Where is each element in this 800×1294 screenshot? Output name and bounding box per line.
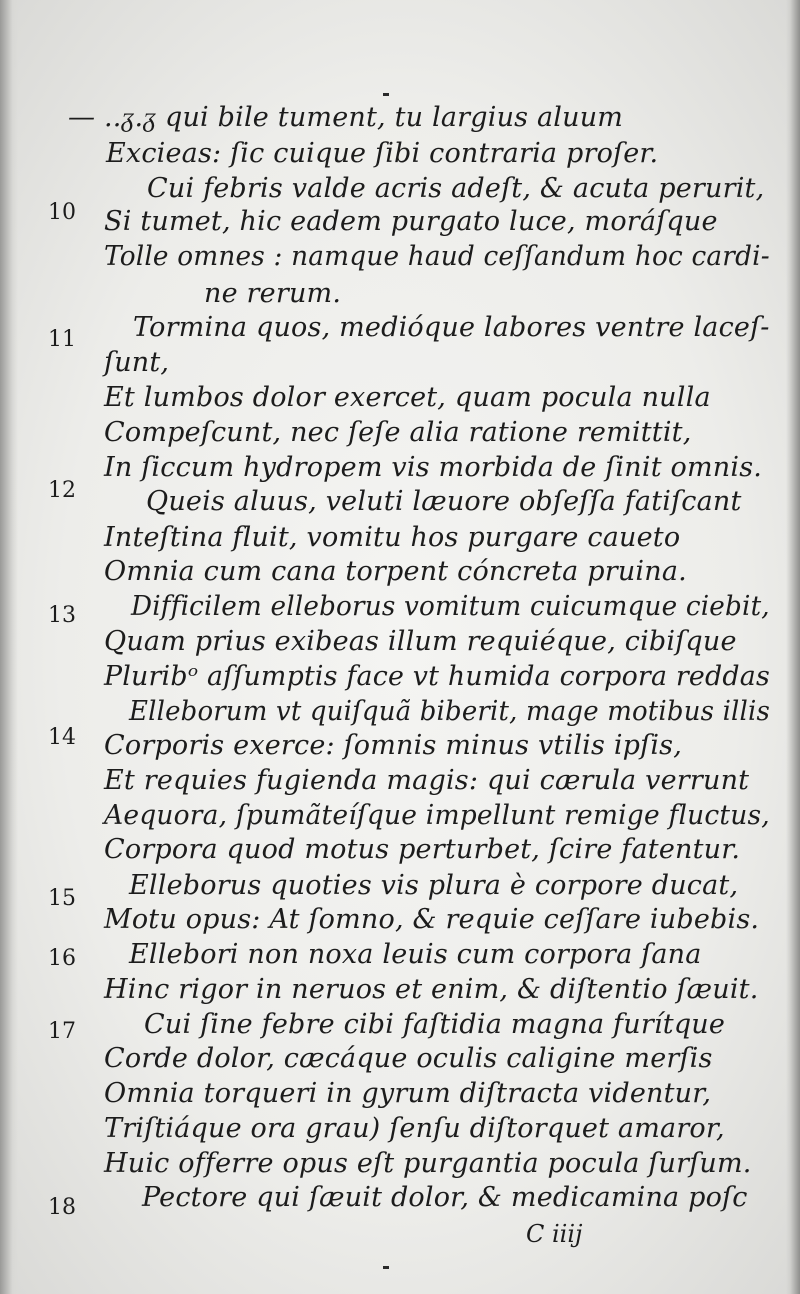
signature-mark: C iiij: [526, 1220, 583, 1248]
text-line: Queis aluus, veluti læuore obſeſſa fatiſcant: [146, 486, 742, 517]
text-line: Cui febris valde acris adeſt, & acuta perurit,: [147, 173, 765, 204]
text-line: ſunt,: [104, 347, 170, 378]
text-line: Compeſcunt, nec ſeſe alia ratione remittit,: [104, 417, 692, 448]
aphorism-number: 14: [48, 725, 76, 750]
aphorism-number: 17: [48, 1019, 76, 1044]
text-line: Motu opus: At ſomno, & requie ceſſare iubebis.: [104, 904, 760, 935]
text-line: Triſtiáque ora grau) ſenſu diſtorquet amaror,: [104, 1113, 725, 1144]
text-line: Corporis exerce: ſomnis minus vtilis ipſis,: [104, 730, 683, 761]
text-line: In ſiccum hydropem vis morbida de ſinit omnis.: [104, 452, 763, 483]
text-line: Et requies fugienda magis: qui cærula verrunt: [104, 765, 750, 796]
text-line: Hinc rigor in neruos et enim, & diſtentio ſæuit.: [104, 974, 759, 1005]
aphorism-number: 10: [48, 200, 76, 225]
text-line: ne rerum.: [204, 278, 342, 309]
text-line: Inteſtina fluit, vomitu hos purgare caueto: [104, 522, 681, 553]
page-left-shadow: [0, 0, 18, 1294]
text-line: Huic offerre opus eſt purgantia pocula ſurſum.: [104, 1148, 752, 1179]
text-line: Aequora, ſpumãteíſque impellunt remige fluctus,: [104, 800, 770, 831]
text-line: Quam prius exibeas illum requiéque, cibiſque: [104, 626, 737, 657]
text-line: Elleborum vt quiſquã biberit, mage motibus illis: [129, 696, 771, 727]
text-line: Si tumet, hic eadem purgato luce, moráſque: [104, 206, 718, 237]
text-line: Cui ſine febre cibi faſtidia magna furítque: [144, 1009, 726, 1040]
text-line: Omnia cum cana torpent cóncreta pruina.: [104, 556, 687, 587]
aphorism-number: 13: [48, 603, 76, 628]
text-line: Omnia torqueri in gyrum diſtracta videntur,: [104, 1078, 712, 1109]
text-line: Tormina quos, medióque labores ventre laceſ-: [133, 312, 770, 343]
ink-mark: [383, 1266, 389, 1269]
text-line: Corde dolor, cæcáque oculis caligine merſis: [104, 1043, 713, 1074]
text-line: Elleborus quoties vis plura è corpore ducat,: [129, 870, 739, 901]
text-line: — ..ᵹ.ᵹ qui bile tument, tu largius aluum: [68, 102, 624, 133]
ink-mark: [383, 93, 389, 96]
text-line: Et lumbos dolor exercet, quam pocula nulla: [104, 382, 711, 413]
text-line: Corpora quod motus perturbet, ſcire fatentur.: [104, 834, 741, 865]
aphorism-number: 18: [48, 1195, 76, 1220]
text-line: Excieas: ſic cuique ſibi contraria proſer.: [106, 138, 659, 169]
text-line: Ellebori non noxa leuis cum corpora ſana: [129, 939, 702, 970]
page-right-shadow: [786, 0, 800, 1294]
text-line: Tolle omnes : namque haud ceſſandum hoc cardi-: [104, 241, 770, 272]
aphorism-number: 16: [48, 946, 76, 971]
aphorism-number: 12: [48, 478, 76, 503]
aphorism-number: 11: [48, 327, 76, 352]
text-line: Difficilem elleborus vomitum cuicumque ciebit,: [131, 591, 770, 622]
aphorism-number: 15: [48, 886, 76, 911]
text-line: Pluribᵒ aſſumptis face vt humida corpora reddas: [104, 661, 770, 692]
text-line: Pectore qui ſæuit dolor, & medicamina poſc: [142, 1182, 748, 1213]
